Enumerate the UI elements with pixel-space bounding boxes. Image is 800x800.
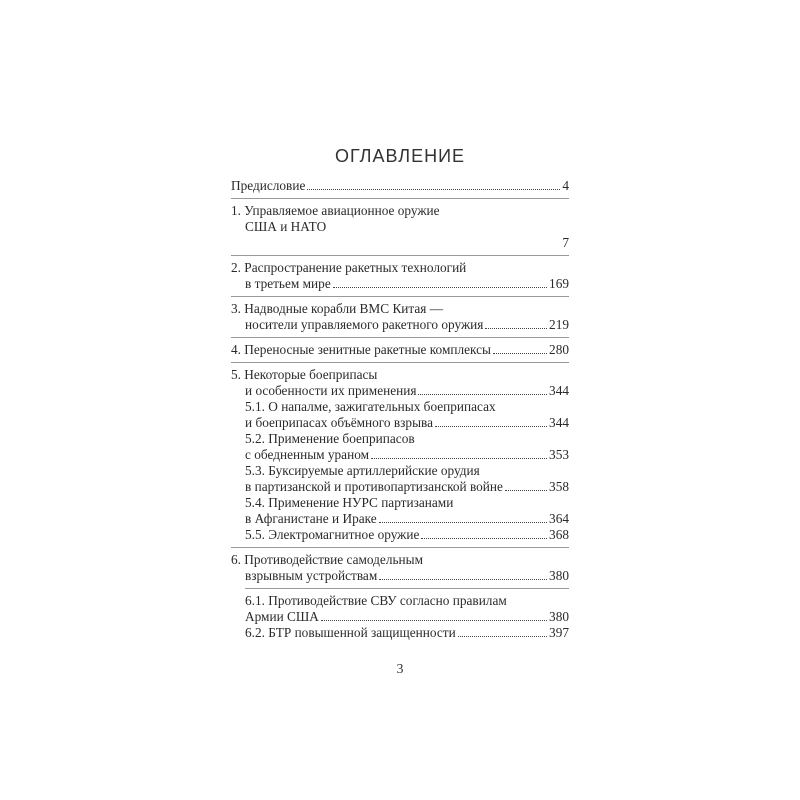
toc-line	[231, 317, 569, 333]
toc-page: 358	[549, 479, 569, 494]
toc-label: 5. Некоторые боеприпасы	[231, 367, 378, 382]
toc-page: 353	[549, 447, 569, 462]
leader-dots	[493, 353, 547, 354]
toc-label: 4. Переносные зенитные ракетные комплексы	[231, 342, 491, 357]
toc-page: 7	[562, 235, 569, 250]
toc-entry-6	[231, 552, 569, 641]
page-number: 3	[396, 662, 404, 677]
leader-dots	[321, 620, 547, 621]
toc-page: 397	[549, 625, 569, 640]
toc-line	[245, 415, 569, 431]
divider	[231, 362, 569, 363]
toc-entry-3	[231, 301, 569, 333]
toc-label-cont: в Афганистане и Ираке	[245, 511, 377, 526]
toc-entry-5	[231, 367, 569, 543]
toc-label-cont: взрывным устройствам	[245, 568, 378, 583]
leader-dots	[485, 328, 547, 329]
toc-label-cont: и боеприпасах объёмного взрыва	[245, 415, 434, 430]
toc-page: 380	[549, 568, 569, 583]
toc-page: 4	[562, 178, 569, 193]
toc-subentry-5-4	[231, 495, 569, 527]
toc-label-cont: с обедненным ураном	[245, 447, 370, 462]
toc-page: 219	[549, 317, 569, 332]
leader-dots	[307, 189, 560, 190]
toc-entry-2	[231, 260, 569, 292]
toc-subentry-5-2	[231, 431, 569, 463]
toc-subentry-5-1	[231, 399, 569, 431]
toc-label-cont: в партизанской и противопартизанской войне	[245, 479, 503, 494]
leader-dots	[418, 394, 547, 395]
toc-page: 380	[549, 609, 569, 624]
toc-page: 169	[549, 276, 569, 291]
toc-line	[245, 527, 569, 543]
toc-line	[245, 625, 569, 641]
toc-label: 6.1. Противодействие СВУ согласно правилам	[245, 593, 507, 608]
toc-entry-1	[231, 203, 569, 251]
toc-subentry-6-1	[231, 593, 569, 625]
divider	[231, 547, 569, 548]
toc-label: 3. Надводные корабли ВМС Китая —	[231, 301, 444, 316]
toc-line	[231, 568, 569, 584]
toc-subentry-5-5	[231, 527, 569, 543]
toc-page: 344	[549, 383, 569, 398]
toc-line	[245, 447, 569, 463]
toc-label: 5.3. Буксируемые артиллерийские орудия	[245, 463, 480, 478]
table-of-contents	[231, 178, 569, 641]
toc-line	[245, 511, 569, 527]
toc-line	[231, 235, 569, 251]
toc-label: 5.1. О напалме, зажигательных боеприпасах	[245, 399, 496, 414]
toc-label-cont: США и НАТО	[245, 219, 327, 234]
toc-label-cont: в третьем мире	[245, 276, 331, 291]
divider	[231, 255, 569, 256]
leader-dots	[505, 490, 547, 491]
toc-label: 1. Управляемое авиационное оружие	[231, 203, 440, 218]
toc-line	[231, 276, 569, 292]
leader-dots	[371, 458, 547, 459]
toc-label: 5.5. Электромагнитное оружие	[245, 527, 420, 542]
divider	[245, 588, 569, 589]
toc-page: 280	[549, 342, 569, 357]
toc-label: 5.4. Применение НУРС партизанами	[245, 495, 454, 510]
toc-entry-preface	[231, 178, 569, 194]
toc-subentry-6-2	[231, 625, 569, 641]
divider	[231, 337, 569, 338]
toc-label-cont: носители управляемого ракетного оружия	[245, 317, 484, 332]
leader-dots	[458, 636, 547, 637]
toc-label: 2. Распространение ракетных технологий	[231, 260, 467, 275]
toc-page: 344	[549, 415, 569, 430]
toc-page: 364	[549, 511, 569, 526]
divider	[231, 296, 569, 297]
toc-label: 5.2. Применение боеприпасов	[245, 431, 415, 446]
toc-subentry-5-3	[231, 463, 569, 495]
leader-dots	[421, 538, 547, 539]
leader-dots	[379, 579, 547, 580]
leader-dots	[435, 426, 547, 427]
leader-dots	[379, 522, 547, 523]
divider	[231, 198, 569, 199]
leader-dots	[333, 287, 547, 288]
toc-page: 368	[549, 527, 569, 542]
toc-label-cont: Армии США	[245, 609, 319, 624]
toc-line	[245, 479, 569, 495]
toc-entry-4	[231, 342, 569, 358]
toc-line	[231, 219, 569, 235]
toc-label-cont: и особенности их применения	[245, 383, 417, 398]
toc-line	[245, 609, 569, 625]
toc-label: 6.2. БТР повышенной защищенности	[245, 625, 456, 640]
toc-line	[231, 383, 569, 399]
page-title: ОГЛАВЛЕНИЕ	[334, 146, 466, 166]
toc-label: 6. Противодействие самодельным	[231, 552, 423, 567]
toc-label: Предисловие	[231, 178, 306, 193]
